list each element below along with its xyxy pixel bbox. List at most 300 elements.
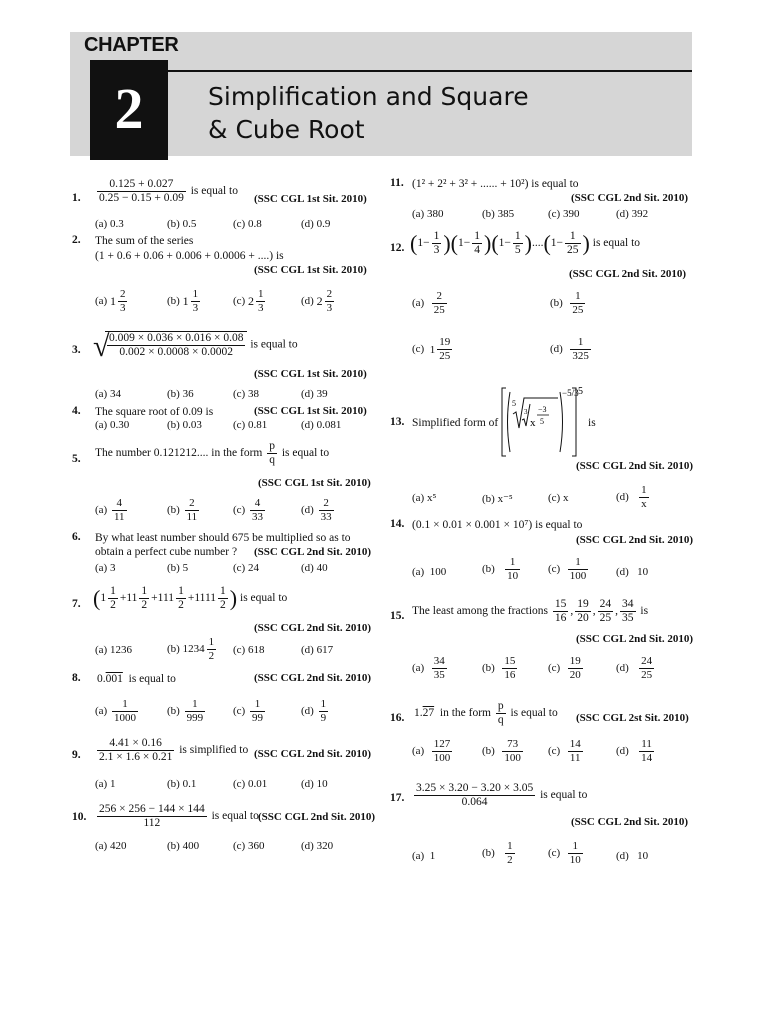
fraction-denominator: 325 [572,350,589,362]
fraction-denominator: q [269,454,275,466]
fraction-denominator: 1000 [113,712,136,724]
fraction-denominator: 10 [569,854,581,866]
question-text: The least among the fractions $\frac{15}{16}$ , $\frac{19}{20}$ , $\frac{24}{25}$ , $\frac{34}{35}$ is [412,598,649,624]
question-number: 10. [72,811,87,823]
option-letter: (b) [550,297,563,310]
option-a[interactable] [412,566,446,578]
fraction-denominator: 25 [572,304,584,316]
fraction-denominator: 5 [514,244,521,256]
fraction-numerator: 2 [326,288,333,300]
question-number: 4. [72,405,81,417]
question-source: (SSC CGL 2st Sit. 2010) [576,712,689,724]
fraction-numerator: p [269,440,275,452]
question-text [93,330,298,363]
option-letter: (c) [548,847,561,860]
fraction-numerator: 1 [220,585,226,597]
question-text: (1 $\frac{1}{2}$ +11 $\frac{1}{2}$ +111 $\frac{1}{2}$ +1111 $\frac{1}{2}$ ) is equal to [93,585,288,611]
option-c[interactable] [233,497,267,524]
option-d[interactable]: (d) 617 [301,644,334,656]
option-c[interactable] [548,738,585,765]
fraction-numerator: 2 [119,288,126,300]
question-phrase: is equal to [128,673,176,685]
chapter-title-line2: & Cube Root [208,115,365,144]
option-letter: (d) [616,745,629,758]
question-source: (SSC CGL 2nd Sit. 2010) [254,672,372,684]
option-c[interactable]: (c) 0.81 [233,419,268,431]
question-text [412,782,587,809]
option-letter: (c) [233,705,246,718]
fraction-denominator: 0.25 − 0.15 + 0.09 [99,192,184,204]
chapter-label: CHAPTER [84,34,179,56]
option-letter: (d) [301,295,314,308]
question-number: 1. [72,192,81,204]
term: 11 [126,592,138,605]
question-phrase: is equal to [250,338,298,351]
question-phrase: in the form [439,707,491,720]
option-a[interactable]: (a) 3 [95,562,116,574]
fraction-numerator: 1 [507,840,513,852]
fraction-denominator: 16 [554,612,567,624]
fraction-denominator: 25 [599,612,612,624]
option-letter: (a) [412,566,425,578]
option-letter: (c) [548,563,561,576]
question-source: (SSC CGL 2nd Sit. 2010) [571,192,689,204]
option-b[interactable]: (b) 0.1 [167,778,197,790]
answer-options [412,655,702,685]
option-d[interactable] [616,655,656,682]
question-text: (1− $\frac{1}{3}$ )(1− $\frac{1}{4}$ )(1− $\frac{1}{5}$ )....(1− $\frac{1}{25}$ ) is equal to [410,230,641,256]
option-letter: (c) [233,504,246,517]
question-source: (SSC CGL 2nd Sit. 2010) [254,546,372,558]
option-d[interactable] [616,566,648,578]
option-d[interactable] [616,850,648,862]
fraction-denominator: 10 [507,570,519,582]
option-a[interactable]: (a) 420 [95,840,127,852]
question-number: 5. [72,453,81,465]
option-c[interactable] [233,288,267,315]
option-letter: (d) [301,705,314,718]
fraction-numerator: 1 [110,585,116,597]
option-c[interactable] [548,556,590,583]
question-text [95,178,238,205]
question-source: (SSC CGL 2nd Sit. 2010) [576,534,694,546]
fraction-denominator: 33 [251,511,263,523]
question-phrase: is simplified to [179,744,249,757]
option-c[interactable]: (c) 618 [233,644,265,656]
fraction-numerator: 34 [622,598,634,610]
option-c[interactable]: (c) 24 [233,562,259,574]
fraction-numerator: 14 [569,738,581,750]
fraction-numerator: 127 [433,738,451,750]
question-phrase-2: is [588,417,596,429]
option-letter: (d) [616,662,629,675]
option-b[interactable] [167,698,207,725]
option-letter: (b) [482,745,495,758]
answer-options [412,290,702,370]
option-c[interactable]: (c) x [548,492,569,504]
option-b[interactable] [167,636,218,663]
question-source: (SSC CGL 2nd Sit. 2010) [258,811,376,823]
fraction-numerator: 3.25 × 3.20 − 3.20 × 3.05 [416,782,534,794]
option-b[interactable] [550,290,587,317]
svg-text:5: 5 [540,417,544,426]
fraction-denominator: 9 [320,712,327,724]
option-b[interactable] [482,840,517,867]
option-letter: (c) [233,295,246,308]
option-a[interactable]: (a) 0.30 [95,419,130,431]
question-source: (SSC CGL 1st Sit. 2010) [254,193,367,205]
fraction-numerator: 2 [432,290,447,304]
option-d[interactable]: (d) 0.081 [301,419,342,431]
answer-options [95,497,385,527]
svg-text:x: x [530,417,536,429]
option-a[interactable]: (a) 1 [95,778,116,790]
fraction-denominator: 2 [178,599,184,611]
option-d[interactable] [301,288,336,315]
option-d[interactable]: (d) 0.9 [301,218,331,230]
fraction-numerator: 0.125 + 0.027 [97,178,186,192]
question-text: By what least number should 675 be multiplied so as to [95,532,351,544]
fraction-numerator: 15 [554,598,567,610]
fraction-denominator: 2 [208,650,215,662]
option-c[interactable] [548,840,585,867]
question-number: 12. [390,242,405,254]
fraction-numerator: 73 [502,738,523,752]
fraction-numerator: 1 [570,290,585,304]
term: 1111 [194,592,217,605]
repeating-digits: 27 [422,707,435,720]
fraction-denominator: 2 [507,854,513,866]
option-c[interactable] [412,336,454,363]
term: 111 [157,592,175,605]
fraction-denominator: 2 [220,599,226,611]
fraction-numerator: 256 × 256 − 144 × 144 [99,803,205,815]
option-c[interactable]: (c) 0.01 [233,778,268,790]
fraction-numerator: p [497,700,504,712]
fraction-numerator: 1 [250,698,265,712]
question-number: 11. [390,177,404,189]
question-text [414,700,558,727]
option-d[interactable] [616,484,651,511]
answer-options [412,556,702,586]
fraction-denominator: 14 [641,752,653,764]
right-paren: ) [229,585,238,611]
fraction-denominator: 3 [433,244,440,256]
option-b[interactable]: (b) 400 [167,840,200,852]
radical-sign: √ [93,330,110,363]
option-a[interactable] [412,655,449,682]
fraction-numerator: 1 [185,698,206,712]
fraction-numerator: 24 [599,598,612,610]
fraction-denominator: 999 [186,712,204,724]
option-letter: (b) [167,295,180,308]
option-letter: (b) [482,563,495,576]
question-text: (0.1 × 0.01 × 0.001 × 10⁷) is equal to [412,519,583,531]
fraction-denominator: 11 [113,511,125,523]
question-text: The square root of 0.09 is [95,406,214,418]
option-c[interactable] [548,655,585,682]
chapter-number: 2 [114,76,144,141]
fraction-denominator: 100 [504,752,521,764]
option-letter: (a) [95,705,108,718]
question-text [95,803,259,830]
option-a[interactable]: (a) 0.3 [95,218,124,230]
option-d[interactable]: (d) 40 [301,562,328,574]
option-c[interactable]: (c) 360 [233,840,265,852]
option-b[interactable]: (b) 385 [482,208,515,220]
option-d[interactable] [616,738,656,765]
fraction-denominator: 20 [569,669,581,681]
fraction-denominator: 11 [569,752,581,764]
whole-part: 1 [182,294,189,308]
option-c[interactable]: (c) 38 [233,388,259,400]
fraction-denominator: 0.064 [461,796,488,808]
repeating-digits: 001 [105,673,123,685]
fraction-numerator: 1 [568,840,583,854]
option-b[interactable] [482,738,525,765]
nested-radical-expression [500,384,590,460]
answer-options [412,484,702,518]
fraction-denominator: 11 [186,511,198,523]
question-phrase: is equal to [211,810,259,823]
svg-text:3: 3 [524,408,528,416]
question-text [95,440,329,467]
fraction-denominator: 20 [577,612,589,624]
option-letter: (b) [482,662,495,675]
fraction-numerator: 4 [112,497,127,511]
question-text: The sum of the series [95,235,194,247]
question-source: (SSC CGL 1st Sit. 2010) [254,405,367,417]
option-letter: (d) [616,566,629,578]
option-a[interactable]: (a) 34 [95,388,121,400]
question-phrase-2: is equal to [281,447,330,460]
option-value: 1 [429,850,436,862]
answer-options [412,840,702,874]
option-letter: (c) [548,745,561,758]
option-value: 10 [637,566,649,578]
option-letter: (b) [167,705,180,718]
fraction-denominator: 0.002 × 0.0008 × 0.0002 [119,346,234,358]
option-d[interactable]: (d) 10 [301,778,328,790]
fraction-numerator: 1 [257,288,264,300]
fraction-denominator: q [497,714,504,726]
square-root [93,330,247,363]
option-letter: (a) [412,745,425,758]
fraction-denominator: 3 [192,302,199,314]
fraction-numerator: 19 [439,336,451,348]
fraction-denominator: 35 [433,669,445,681]
question-phrase: The number 0.121212.... in the form [95,447,263,460]
fraction-numerator: 2 [319,497,334,511]
fraction-denominator: 100 [569,570,587,582]
question-source: (SSC CGL 1st Sit. 2010) [254,368,367,380]
fraction-numerator: 1 [112,698,138,712]
fraction-numerator: 1 [505,556,520,570]
option-letter: (a) [95,295,108,308]
fraction-numerator: 11 [639,738,654,752]
option-a[interactable] [95,698,140,725]
option-a[interactable]: (a) x⁵ [412,492,437,504]
option-c[interactable] [233,698,267,725]
fraction-numerator: 4.41 × 0.16 [97,737,174,751]
whole-part: 1 [429,343,436,356]
option-a[interactable] [95,288,129,315]
fraction-numerator: 0.009 × 0.036 × 0.016 × 0.08 [109,332,244,344]
option-value: 10 [637,850,649,862]
fraction-numerator: 1 [568,556,589,570]
option-b[interactable] [167,497,201,524]
fraction-numerator: 1 [192,288,199,300]
fraction-numerator: 1 [641,484,647,496]
chapter-title [208,80,529,146]
question-phrase-2: is equal to [510,707,558,720]
question-text [95,737,248,764]
option-letter: (d) [616,491,629,504]
option-d[interactable]: (d) 392 [616,208,649,220]
option-value: 100 [429,566,447,578]
option-a[interactable] [95,497,129,524]
question-text [97,672,176,686]
option-letter: (b) [482,847,495,860]
option-letter: (d) [550,343,563,356]
option-a[interactable] [412,738,454,765]
question-number: 13. [390,416,405,428]
question-source: (SSC CGL 2nd Sit. 2010) [254,748,372,760]
fraction-denominator: 100 [433,752,451,764]
fraction-numerator: 19 [569,655,581,667]
option-c[interactable]: (c) 390 [548,208,580,220]
fraction-numerator: 4 [250,497,265,511]
option-value: (b) 1234 [167,643,205,656]
svg-text:5: 5 [578,386,583,397]
whole-part: 1 [109,294,116,308]
question-number: 7. [72,598,81,610]
question-phrase: The least among the fractions [412,605,549,618]
option-b[interactable] [482,556,522,583]
answer-options [95,288,385,318]
question-text: Simplified form of [412,417,499,429]
fraction-denominator: 2 [141,599,148,611]
question-number: 17. [390,792,405,804]
option-d[interactable] [550,336,593,363]
option-a[interactable] [412,290,449,317]
question-source: (SSC CGL 2nd Sit. 2010) [576,633,694,645]
option-b[interactable]: (b) 5 [167,562,189,574]
option-d[interactable]: (d) 320 [301,840,334,852]
fraction-denominator: 3 [119,302,126,314]
option-c[interactable]: (c) 0.8 [233,218,262,230]
fraction-denominator: 25 [567,244,579,256]
fraction-denominator: 99 [251,712,263,724]
option-a[interactable]: (a) 380 [412,208,444,220]
fraction-denominator: 3 [257,302,264,314]
chapter-title-line1: Simplification and Square [208,82,529,111]
question-text-line2: (1 + 0.6 + 0.06 + 0.006 + 0.0006 + ....) is [95,250,284,262]
option-letter: (a) [412,297,425,310]
fraction-denominator: 25 [641,669,653,681]
fraction-denominator: x [641,498,647,510]
fraction-numerator: 2 [185,497,200,511]
option-letter: (c) [412,343,425,356]
header-rule [90,70,692,72]
whole-part: 2 [316,294,323,308]
question-source: (SSC CGL 1st Sit. 2010) [258,477,371,489]
fraction-denominator: 25 [433,304,445,316]
option-b[interactable]: (b) 0.03 [167,419,202,431]
decimal-part: 1. [414,707,423,720]
fraction-denominator: 2 [110,599,116,611]
option-b[interactable] [167,288,202,315]
question-phrase: is equal to [190,185,239,198]
question-phrase: is equal to [540,789,588,802]
option-b[interactable]: (b) x⁻⁵ [482,493,513,505]
fraction-denominator: 112 [143,817,161,829]
option-letter: (a) [95,504,108,517]
option-letter: (b) [167,504,180,517]
question-number: 9. [72,749,81,761]
whole-part: 2 [247,294,254,308]
question-phrase-2: is [640,605,649,618]
question-number: 16. [390,712,405,724]
question-source: (SSC CGL 1st Sit. 2010) [254,264,367,276]
question-source: (SSC CGL 2nd Sit. 2010) [569,268,687,280]
option-letter: (c) [548,662,561,675]
svg-text:−5/3: −5/3 [562,388,579,398]
fraction-denominator: 2.1 × 1.6 × 0.21 [99,751,173,763]
option-letter: (a) [412,850,425,862]
question-phrase: is equal to [592,237,641,250]
question-number: 6. [72,531,81,543]
option-b[interactable]: (b) 36 [167,388,194,400]
option-d[interactable] [301,497,336,524]
fraction-numerator: 19 [577,598,589,610]
question-number: 14. [390,518,405,530]
option-b[interactable] [482,655,519,682]
question-source: (SSC CGL 2nd Sit. 2010) [254,622,372,634]
question-source: (SSC CGL 2nd Sit. 2010) [576,460,694,472]
fraction-numerator: 1 [208,636,215,648]
fraction-numerator: 1 [570,336,591,350]
question-source: (SSC CGL 2nd Sit. 2010) [571,816,689,828]
question-number: 2. [72,234,81,246]
answer-options [95,698,385,728]
question-text: (1² + 2² + 3² + ...... + 10²) is equal to [412,178,579,190]
fraction-numerator: 1 [141,585,148,597]
fraction-numerator: 24 [641,655,653,667]
option-letter: (d) [616,850,629,862]
fraction-denominator: 16 [504,669,516,681]
svg-text:−3: −3 [538,405,547,414]
fraction-denominator: 3 [326,302,333,314]
option-letter: (a) [412,662,425,675]
option-b[interactable]: (b) 0.5 [167,218,197,230]
decimal-part: 0. [97,673,106,685]
option-d[interactable] [301,698,330,725]
svg-text:5: 5 [512,399,516,408]
term: 1 [100,592,107,605]
option-d[interactable]: (d) 39 [301,388,328,400]
fraction-numerator: 1 [178,585,184,597]
question-number: 15. [390,610,405,622]
question-text-line2: obtain a perfect cube number ? [95,546,238,558]
fraction-denominator: 35 [622,612,634,624]
option-a[interactable]: (a) 1236 [95,644,132,656]
answer-options [95,636,385,672]
option-a[interactable] [412,850,435,862]
option-letter: (d) [301,504,314,517]
fraction-numerator: 15 [504,655,516,667]
fraction-numerator: 34 [433,655,445,667]
